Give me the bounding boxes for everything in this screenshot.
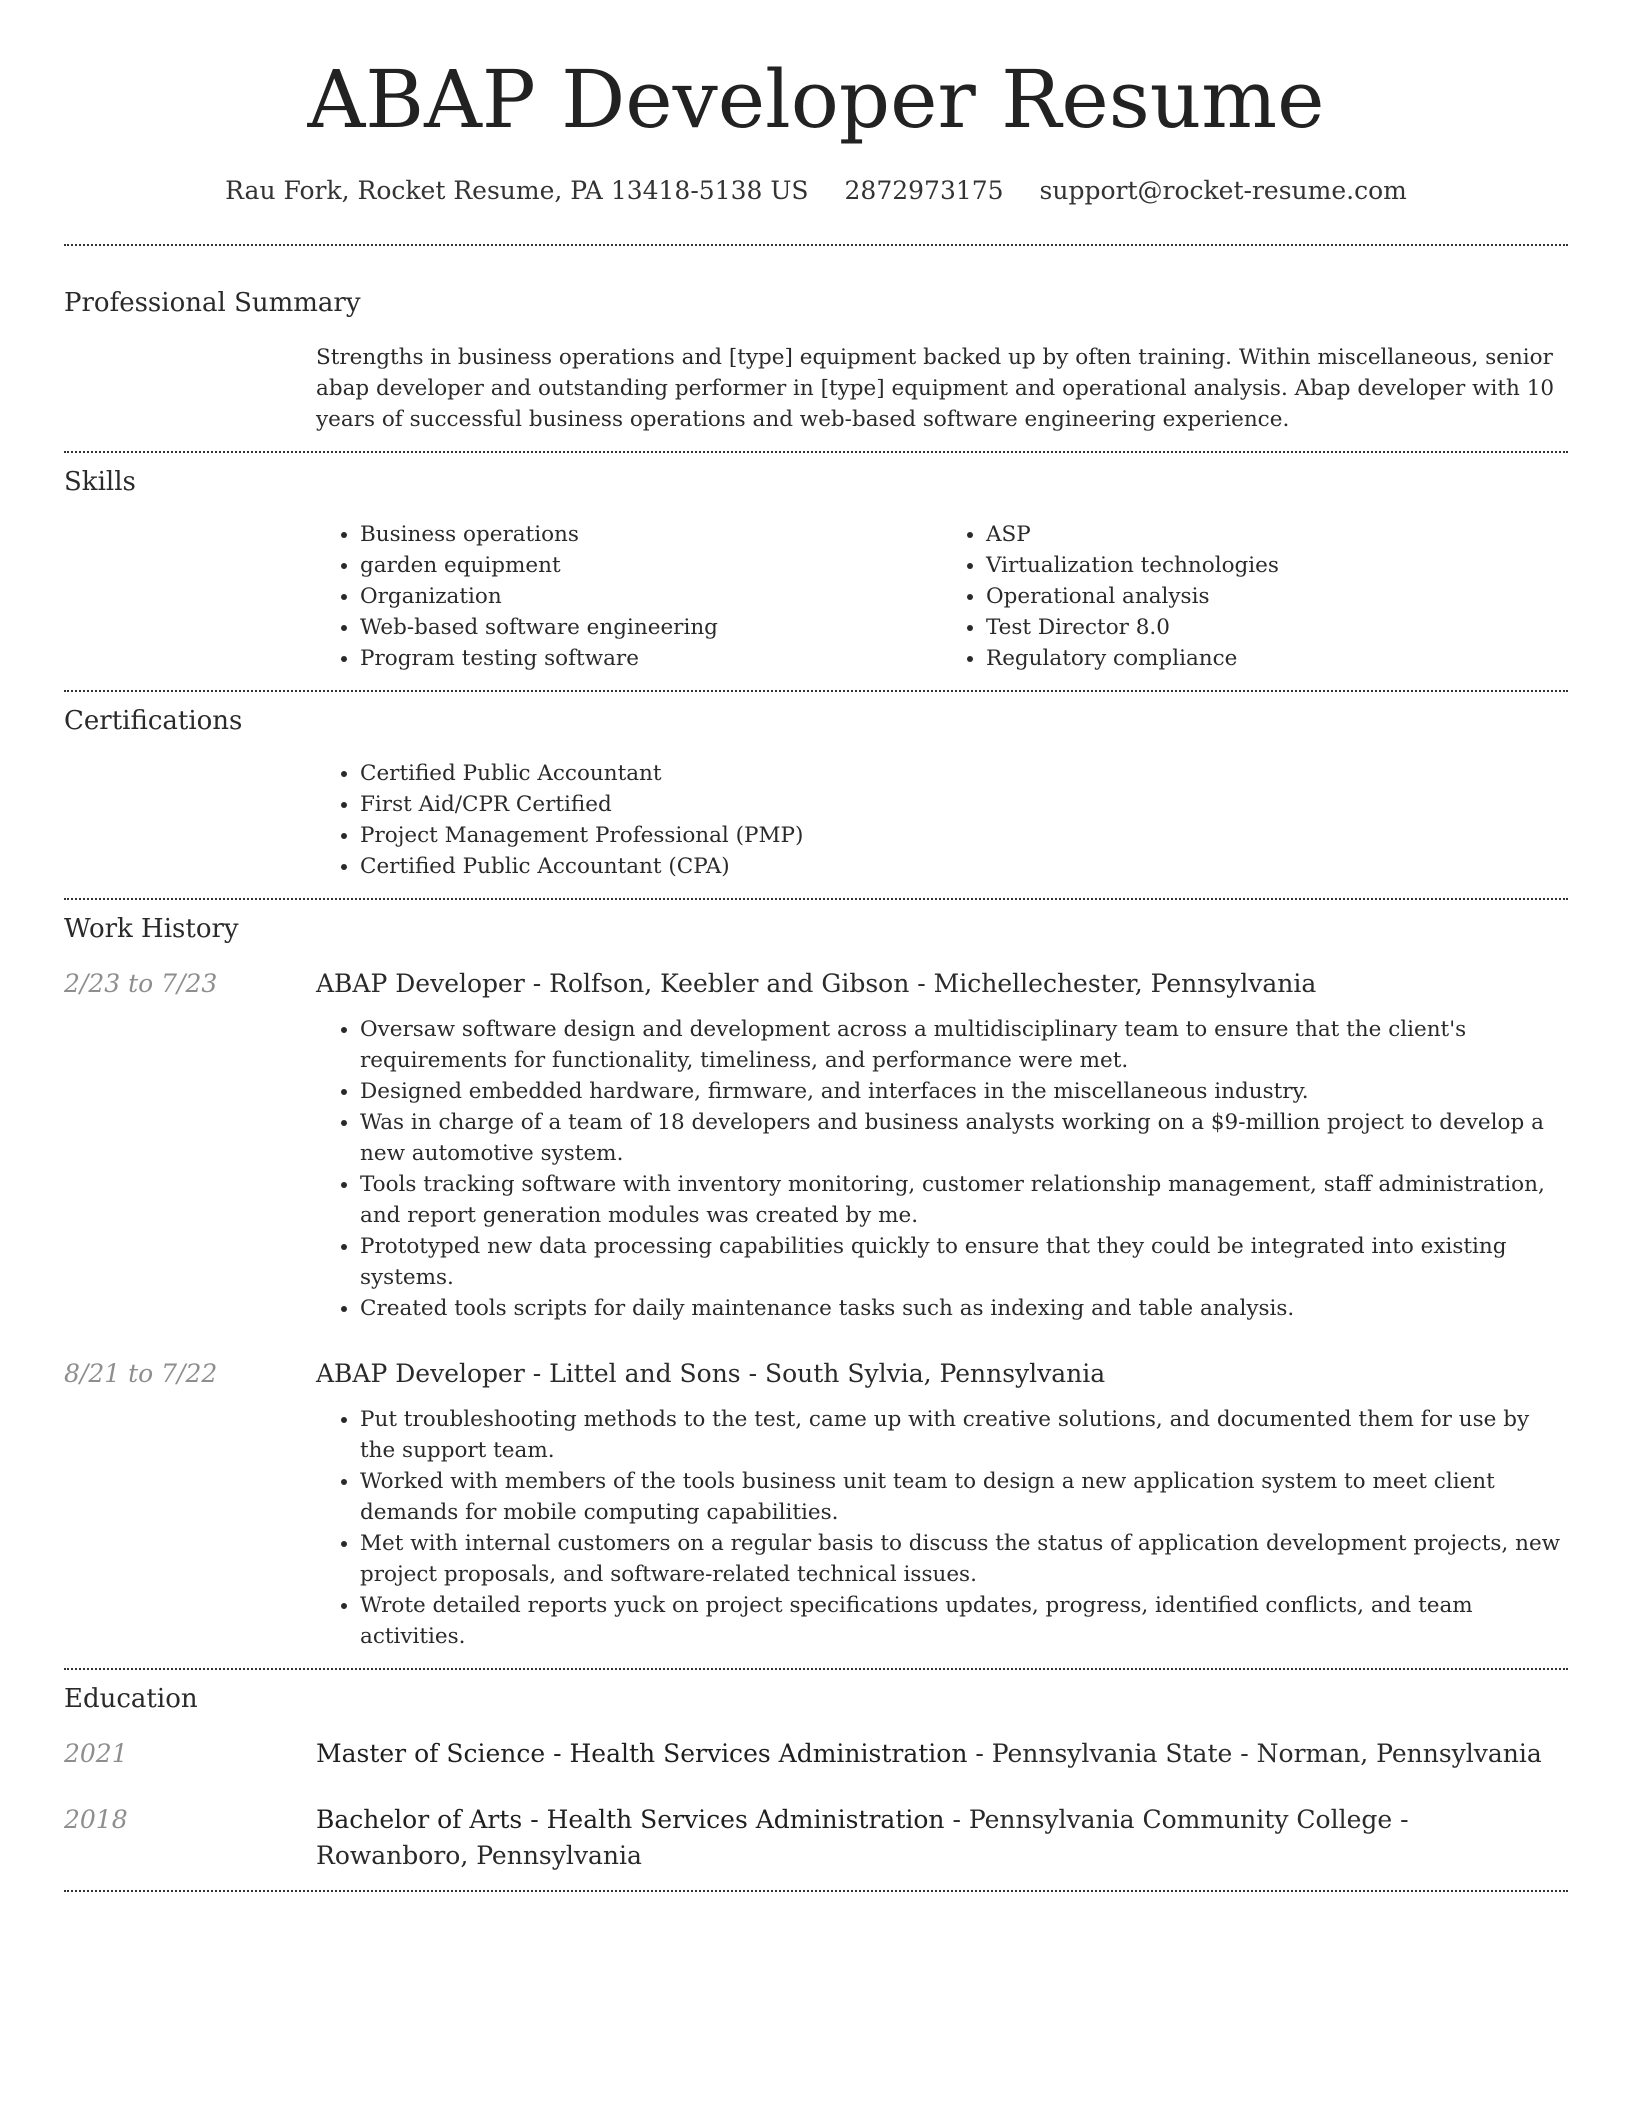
skill-item: • garden equipment — [360, 550, 942, 581]
section-heading-work: Work History — [64, 914, 239, 944]
work-section — [64, 900, 1568, 1668]
summary-section — [64, 246, 1568, 451]
degree: Master of Science - Health Services Administration — [316, 1739, 968, 1768]
work-entries — [64, 966, 1568, 1652]
education-entry — [64, 1736, 1568, 1772]
education-details — [316, 1736, 1568, 1772]
contact-phone: 2872973175 — [844, 176, 1004, 205]
job-bullet: • Designed embedded hardware, firmware, and interfaces in the miscellaneous industry. — [360, 1076, 1568, 1107]
skill-item: • Test Director 8.0 — [986, 612, 1568, 643]
job-bullet: • Worked with members of the tools business unit team to design a new application system to meet client demands for mobile computing capabilities. — [360, 1466, 1568, 1528]
job-bullet: • Oversaw software design and development across a multidisciplinary team to ensure that the client's requirements for functionality, timeliness, and performance were met. — [360, 1014, 1568, 1076]
job-bullets — [316, 1404, 1568, 1652]
school: - Pennsylvania State - Norman, Pennsylvania — [967, 1739, 1542, 1768]
work-dates: 8/21 to 7/22 — [64, 1359, 218, 1388]
section-heading-summary: Professional Summary — [64, 288, 361, 318]
summary-text: Strengths in business operations and [type] equipment backed up by often training. Within miscellaneous, senior abap developer and outstanding performer in [type] equipment and operational analysis. Abap developer with 10 years of successful business operations and web-based software engineering experience. — [316, 345, 1555, 432]
work-dates: 2/23 to 7/23 — [64, 969, 218, 998]
divider — [64, 1890, 1568, 1892]
certification-item: • First Aid/CPR Certified — [360, 789, 1568, 820]
job-title: ABAP Developer - Littel and Sons - South Sylvia, Pennsylvania — [316, 1359, 1106, 1388]
skill-item: • Virtualization technologies — [986, 550, 1568, 581]
certification-item: • Project Management Professional (PMP) — [360, 820, 1568, 851]
skills-list-left — [316, 519, 942, 674]
job-bullet: • Wrote detailed reports yuck on project specifications updates, progress, identified conflicts, and team activities. — [360, 1590, 1568, 1652]
work-entry — [64, 1356, 1568, 1652]
skill-item: • Web-based software engineering — [360, 612, 942, 643]
contact-address: Rau Fork, Rocket Resume, PA 13418-5138 US — [225, 176, 809, 205]
job-bullet: • Met with internal customers on a regular basis to discuss the status of application development projects, new project proposals, and software-related technical issues. — [360, 1528, 1568, 1590]
job-bullets — [316, 1014, 1568, 1324]
skill-item: • ASP — [986, 519, 1568, 550]
section-heading-skills: Skills — [64, 467, 136, 497]
skill-item: • Business operations — [360, 519, 942, 550]
education-year: 2018 — [64, 1805, 128, 1834]
degree: Bachelor of Arts - Health Services Administration — [316, 1805, 945, 1834]
education-details — [316, 1802, 1568, 1874]
work-details — [316, 966, 1568, 1324]
certifications-section — [64, 692, 1568, 898]
skills-grid — [316, 519, 1568, 674]
skill-item: • Operational analysis — [986, 581, 1568, 612]
certification-item: • Certified Public Accountant (CPA) — [360, 851, 1568, 882]
school: - Pennsylvania Community College - Rowanboro, Pennsylvania — [316, 1805, 1409, 1870]
certifications-body — [316, 758, 1568, 882]
work-entry — [64, 966, 1568, 1324]
skill-item: • Program testing software — [360, 643, 942, 674]
job-bullet: • Was in charge of a team of 18 developers and business analysts working on a $9-million project to develop a new automotive system. — [360, 1107, 1568, 1169]
contact-line — [64, 174, 1568, 208]
certifications-list — [316, 758, 1568, 882]
page-title: ABAP Developer Resume — [307, 53, 1325, 146]
skill-item: • Organization — [360, 581, 942, 612]
job-bullet: • Created tools scripts for daily maintenance tasks such as indexing and table analysis. — [360, 1293, 1568, 1324]
skills-list-right — [942, 519, 1568, 674]
contact-email: support@rocket-resume.com — [1039, 176, 1407, 205]
education-entry — [64, 1802, 1568, 1874]
section-heading-education: Education — [64, 1684, 198, 1714]
education-section — [64, 1670, 1568, 1890]
job-title: ABAP Developer - Rolfson, Keebler and Gibson - Michellechester, Pennsylvania — [316, 969, 1317, 998]
job-bullet: • Tools tracking software with inventory monitoring, customer relationship management, staff administration, and report generation modules was created by me. — [360, 1169, 1568, 1231]
education-year: 2021 — [64, 1739, 128, 1768]
section-heading-certifications: Certifications — [64, 706, 243, 736]
certification-item: • Certified Public Accountant — [360, 758, 1568, 789]
skills-section — [64, 453, 1568, 690]
education-entries — [64, 1736, 1568, 1874]
skill-item: • Regulatory compliance — [986, 643, 1568, 674]
work-details — [316, 1356, 1568, 1652]
job-bullet: • Prototyped new data processing capabilities quickly to ensure that they could be integrated into existing systems. — [360, 1231, 1568, 1293]
job-bullet: • Put troubleshooting methods to the test, came up with creative solutions, and documented them for use by the support team. — [360, 1404, 1568, 1466]
